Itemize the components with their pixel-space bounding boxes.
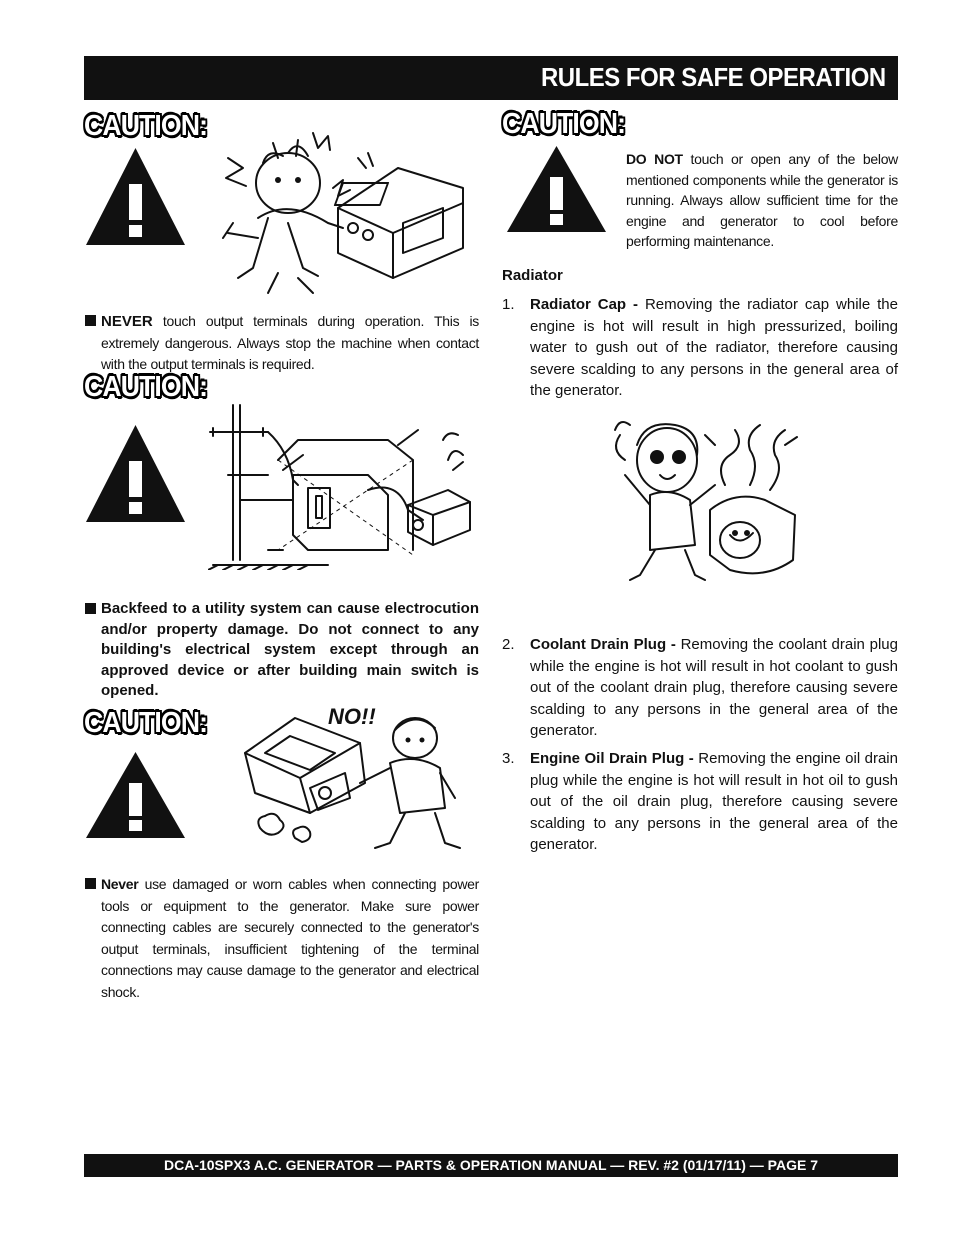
radiator-scald-illustration: [605, 415, 800, 585]
damaged-cable-illustration: [240, 698, 465, 858]
shock-terminal-illustration: [218, 128, 466, 298]
item-text: Removing the radiator cap while the engine is hot will result in high pressurized, boiling water to gush out of the radiator, therefore causing severe scalding to any persons in the general area of the generator.: [530, 296, 898, 399]
list-item: [502, 294, 898, 404]
warning-triangle-icon: [84, 423, 187, 524]
intro-lead: DO NOT: [626, 151, 683, 167]
bullet-square-icon: [85, 878, 96, 889]
backfeed-utility-illustration: [208, 400, 473, 570]
page-title: RULES FOR SAFE OPERATION: [541, 62, 886, 92]
footer-bar: [84, 1154, 898, 1177]
item-number: 3.: [502, 750, 515, 767]
item-title: Engine Oil Drain Plug -: [530, 750, 699, 767]
list-item: [502, 748, 898, 858]
item-number: 2.: [502, 636, 515, 653]
intro-do-not-touch: [626, 149, 898, 252]
caution-heading-right: CAUTION:: [502, 108, 626, 140]
bullet-text: Backfeed to a utility system can cause electrocution and/or property damage. Do not connect to any building's electrical system except through an approved device or after building main switch is opened.: [101, 600, 479, 699]
list-item: [502, 634, 898, 744]
item-title: Radiator Cap -: [530, 296, 645, 313]
caution-heading-3: CAUTION:: [84, 707, 208, 739]
header-bar: [84, 56, 898, 100]
item-number: 1.: [502, 296, 515, 313]
item-text: Removing the engine oil drain plug while the engine is hot will result in hot oil to gush out of the oil drain plug, therefore causing severe scalding to any persons in the general area of the generator.: [530, 750, 898, 853]
item-title: Coolant Drain Plug -: [530, 636, 681, 653]
warning-triangle-icon: [84, 750, 187, 840]
bullet-text: use damaged or worn cables when connecting power tools or equipment to the generator. Make sure power connecting cables are securely connected to the generator's output terminals, insufficient tightening of the terminal connections may cause damage to the generator and electrical shock.: [101, 876, 479, 1000]
warning-triangle-icon: [505, 144, 608, 234]
bullet-lead: Never: [101, 876, 139, 892]
caution-heading-2: CAUTION:: [84, 371, 208, 403]
bullet-square-icon: [85, 603, 96, 614]
intro-text: touch or open any of the below mentioned components while the generator is running. Always allow sufficient time for the engine and generator to cool before performing maintenance.: [626, 151, 898, 249]
bullet-damaged-cables: [85, 874, 479, 1003]
bullet-never-touch-terminals: [85, 311, 479, 376]
radiator-subheading: Radiator: [502, 267, 563, 284]
footer-text: DCA-10SPX3 A.C. GENERATOR — PARTS & OPERATION MANUAL — REV. #2 (01/17/11) — PAGE 7: [163, 1157, 818, 1173]
item-text: Removing the coolant drain plug while the engine is hot will result in hot coolant to gush out of the coolant drain plug, therefore causing severe scalding to any persons in the general area of the generator.: [530, 636, 898, 739]
bullet-backfeed-warning: [85, 599, 479, 702]
bullet-lead: NEVER: [101, 313, 153, 330]
bullet-square-icon: [85, 315, 96, 326]
bullet-text: touch output terminals during operation. This is extremely dangerous. Always stop the machine when contact with the output terminals is required.: [101, 313, 479, 372]
caution-heading-1: CAUTION:: [84, 110, 208, 142]
illustration-exclamation: NO!!: [328, 704, 376, 729]
warning-triangle-icon: [84, 146, 187, 247]
